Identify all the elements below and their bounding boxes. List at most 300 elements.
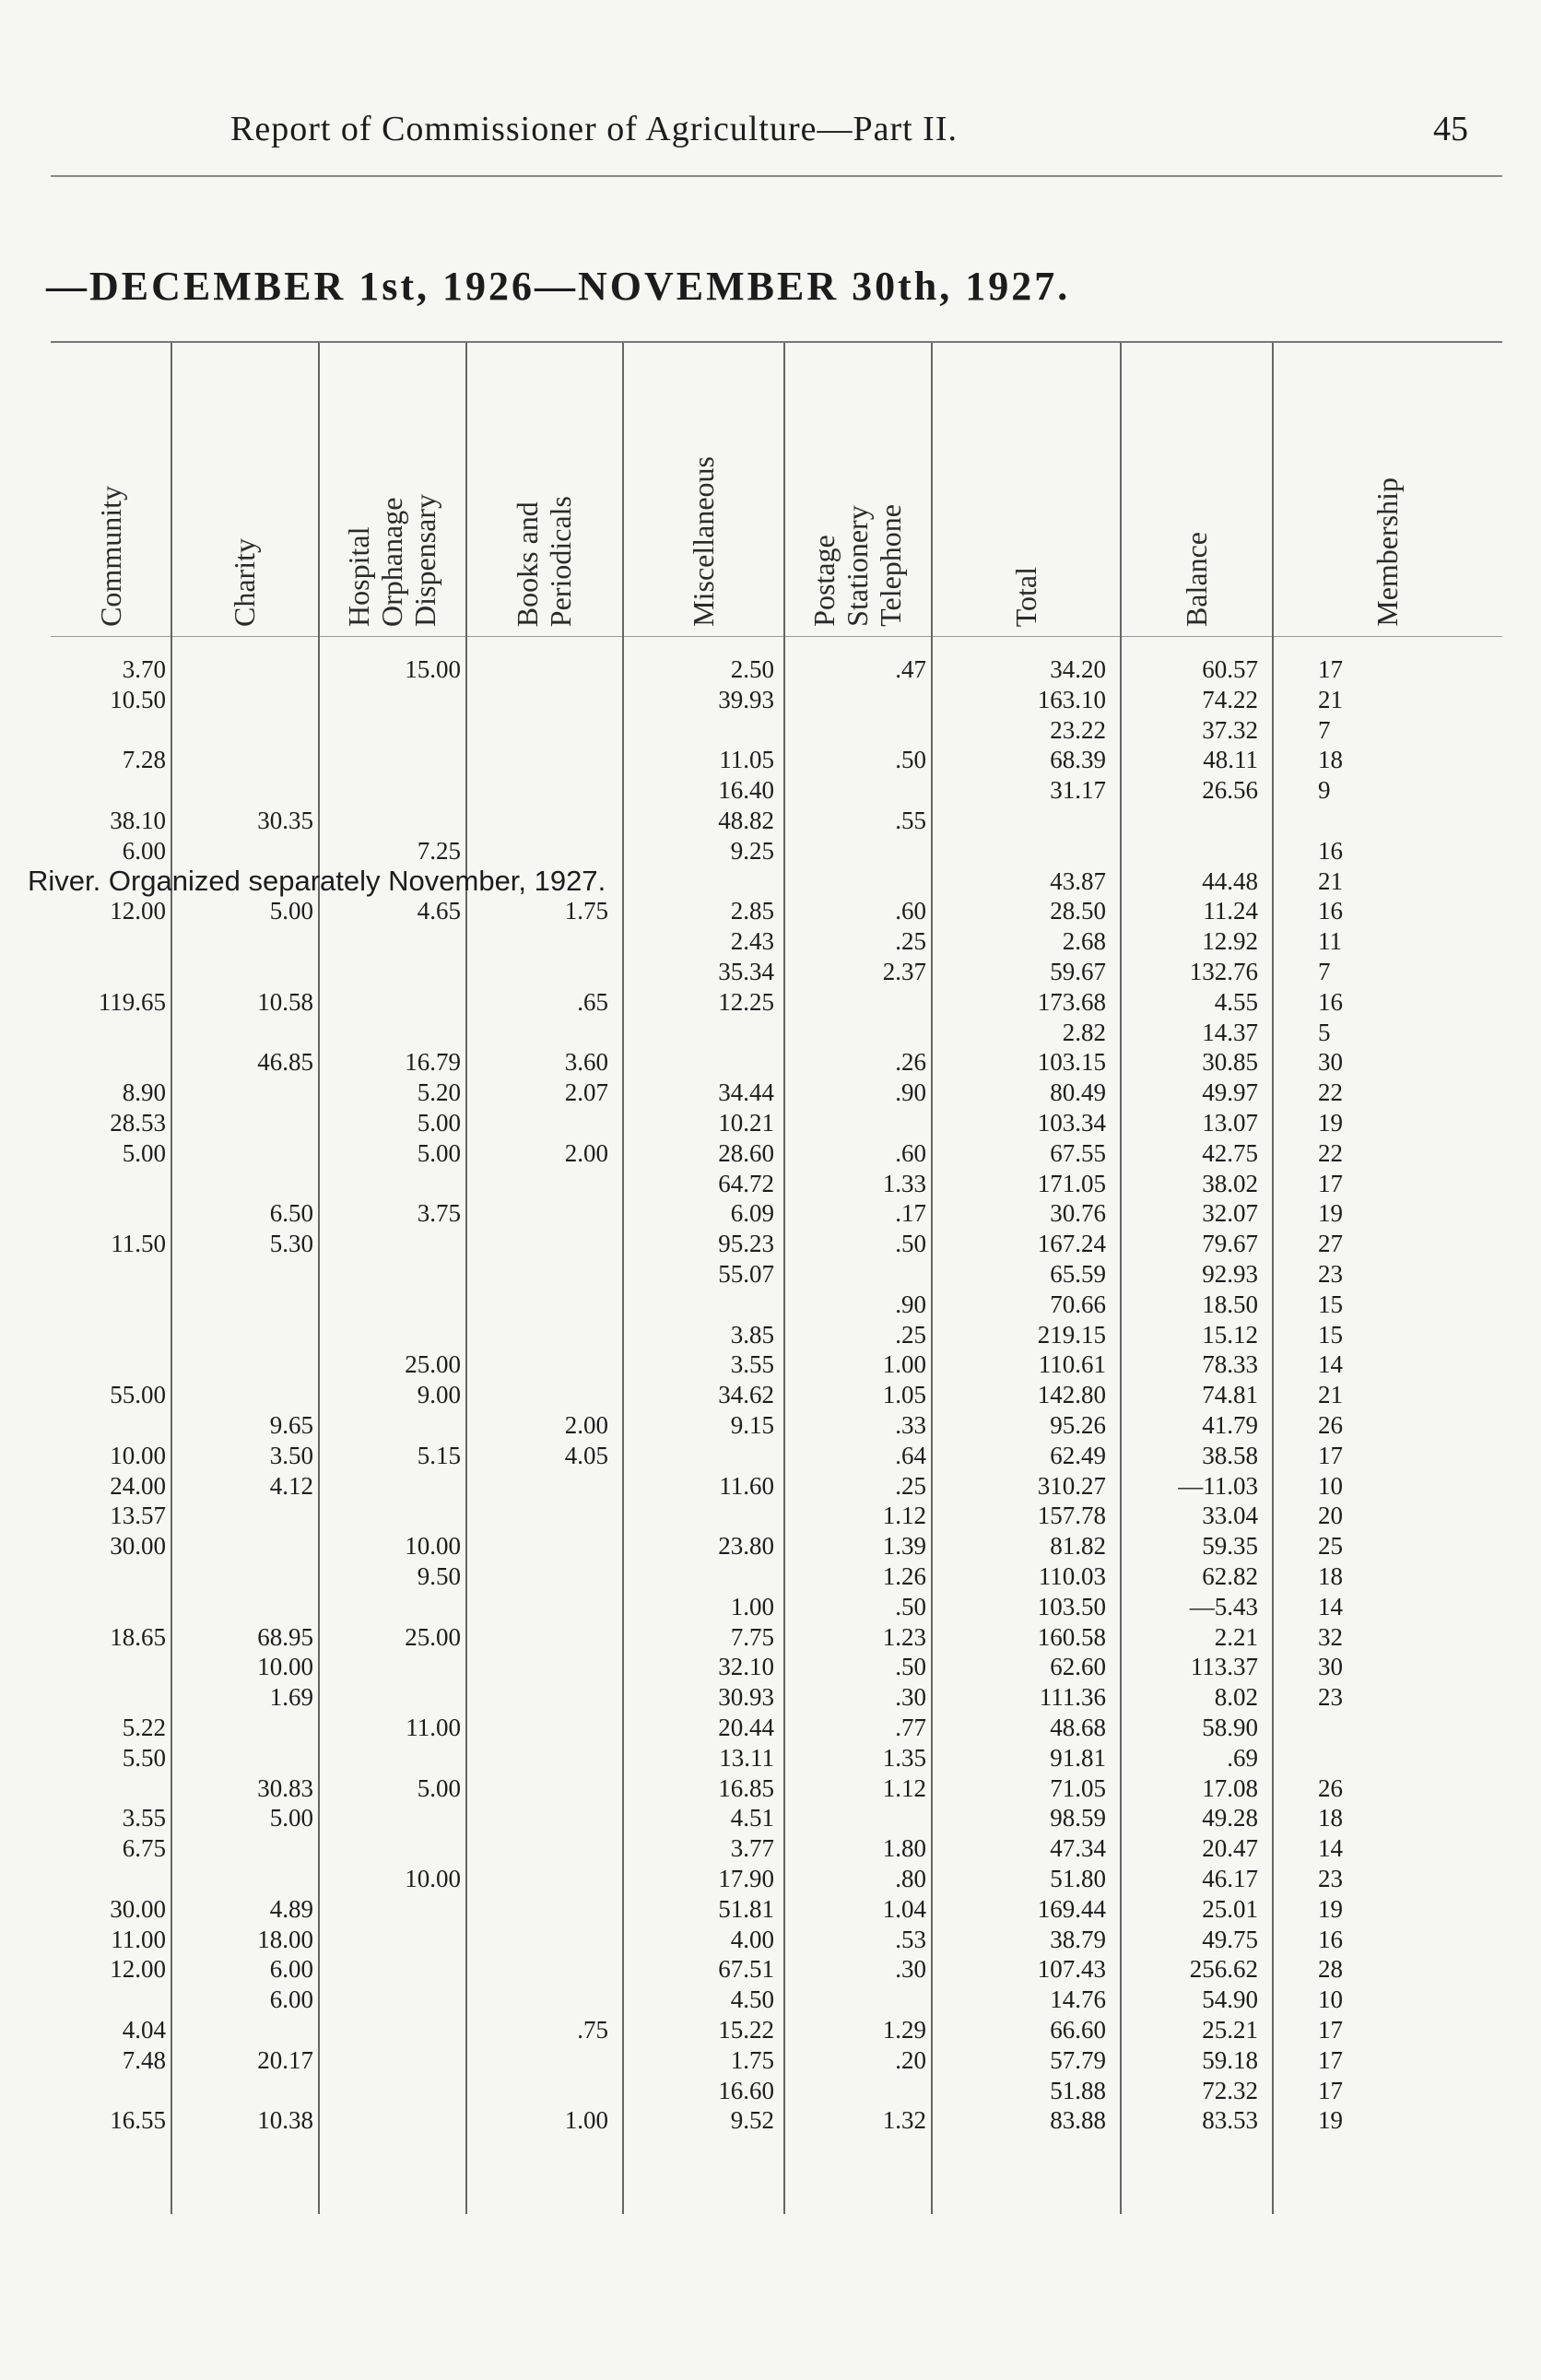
table-cell-total: 169.44 — [1037, 1895, 1106, 1923]
column-header-charity — [171, 350, 318, 627]
table-cell-misc: 35.34 — [718, 958, 774, 985]
table-cell-balance: 132.76 — [1189, 958, 1258, 985]
table-cell-books: 4.05 — [564, 1442, 608, 1469]
table-cell-balance: 49.28 — [1202, 1804, 1258, 1832]
table-cell-balance: 42.75 — [1202, 1139, 1258, 1167]
table-cell-total: 91.81 — [1050, 1744, 1106, 1772]
table-cell-books: 1.75 — [564, 897, 608, 925]
table-cell-community: 28.53 — [110, 1109, 166, 1137]
table-cell-postage: .47 — [895, 655, 926, 683]
table-cell-misc: 67.51 — [718, 1955, 774, 1983]
table-cell-membership: 25 — [1318, 1532, 1343, 1560]
table-cell-postage: 1.05 — [882, 1381, 926, 1408]
table-cell-misc: 10.21 — [718, 1109, 774, 1137]
table-cell-community: 30.00 — [110, 1895, 166, 1923]
table-cell-postage: 2.37 — [882, 958, 926, 985]
column-header-membership — [1272, 350, 1502, 627]
table-cell-membership: 19 — [1318, 2106, 1343, 2134]
column-header-books — [465, 350, 622, 627]
table-cell-community: 3.70 — [122, 655, 166, 683]
top-rule — [51, 175, 1502, 177]
table-cell-total: 111.36 — [1039, 1683, 1106, 1711]
table-cell-postage: .20 — [895, 2046, 926, 2074]
table-cell-hospital: 5.00 — [417, 1774, 461, 1802]
table-cell-postage: 1.35 — [882, 1744, 926, 1772]
table-cell-total: 167.24 — [1037, 1230, 1106, 1257]
table-cell-balance: 38.02 — [1202, 1170, 1258, 1197]
table-cell-balance: .69 — [1227, 1744, 1258, 1772]
table-cell-total: 171.05 — [1037, 1170, 1106, 1197]
table-cell-misc: 39.93 — [718, 686, 774, 713]
table-cell-membership: 17 — [1318, 1442, 1343, 1469]
table-cell-misc: 7.75 — [730, 1623, 774, 1651]
table-cell-charity: 30.35 — [257, 807, 313, 834]
table-cell-postage: 1.00 — [882, 1350, 926, 1378]
table-cell-balance: 37.32 — [1202, 716, 1258, 744]
table-cell-balance: 256.62 — [1189, 1955, 1258, 1983]
table-cell-misc: 9.15 — [730, 1411, 774, 1439]
table-cell-community: 11.00 — [111, 1926, 166, 1953]
table-cell-misc: 11.05 — [719, 746, 774, 773]
table-header-bottom-rule — [51, 636, 1502, 637]
table-cell-misc: 1.00 — [730, 1593, 774, 1620]
table-cell-hospital: 5.00 — [417, 1139, 461, 1167]
table-cell-postage: .90 — [895, 1290, 926, 1318]
table-cell-misc: 2.85 — [730, 897, 774, 925]
table-cell-misc: 16.40 — [718, 776, 774, 804]
table-cell-total: 23.22 — [1050, 716, 1106, 744]
table-cell-total: 67.55 — [1050, 1139, 1106, 1167]
table-cell-books: .65 — [577, 988, 608, 1016]
table-cell-community: 18.65 — [110, 1623, 166, 1651]
table-cell-membership: 9 — [1318, 776, 1331, 804]
table-cell-total: 219.15 — [1037, 1321, 1106, 1349]
table-cell-total: 65.59 — [1050, 1260, 1106, 1288]
table-cell-balance: 46.17 — [1202, 1865, 1258, 1892]
table-cell-misc: 9.25 — [730, 837, 774, 865]
table-cell-postage: .25 — [895, 1321, 926, 1349]
table-cell-postage: .53 — [895, 1926, 926, 1953]
table-cell-hospital: 5.00 — [417, 1109, 461, 1137]
column-header-label: Postage Stationery Telephone — [807, 504, 907, 627]
table-cell-total: 163.10 — [1037, 686, 1106, 713]
table-cell-community: 7.48 — [122, 2046, 166, 2074]
table-cell-total: 30.76 — [1050, 1199, 1106, 1227]
table-cell-balance: 14.37 — [1202, 1019, 1258, 1046]
table-header-top-rule — [51, 341, 1502, 343]
table-cell-postage: 1.33 — [882, 1170, 926, 1197]
table-cell-total: 107.43 — [1037, 1955, 1106, 1983]
table-cell-postage: .64 — [895, 1442, 926, 1469]
table-cell-misc: 12.25 — [718, 988, 774, 1016]
table-cell-postage: .17 — [895, 1199, 926, 1227]
table-cell-membership: 16 — [1318, 897, 1343, 925]
table-cell-charity: 5.00 — [269, 897, 313, 925]
table-cell-postage: .30 — [895, 1683, 926, 1711]
table-cell-charity: 30.83 — [257, 1774, 313, 1802]
table-cell-total: 95.26 — [1050, 1411, 1106, 1439]
table-cell-balance: 58.90 — [1202, 1714, 1258, 1741]
table-cell-balance: 13.07 — [1202, 1109, 1258, 1137]
table-cell-postage: .33 — [895, 1411, 926, 1439]
column-header-misc — [622, 350, 783, 627]
table-cell-total: 80.49 — [1050, 1078, 1106, 1106]
table-cell-balance: —11.03 — [1178, 1472, 1258, 1500]
table-cell-membership: 30 — [1318, 1653, 1343, 1680]
table-cell-community: 5.00 — [122, 1139, 166, 1167]
table-cell-balance: —5.43 — [1189, 1593, 1258, 1620]
table-cell-membership: 14 — [1318, 1593, 1343, 1620]
table-cell-postage: .50 — [895, 746, 926, 773]
organized-separately-note: River. Organized separately November, 1927. — [28, 865, 606, 897]
table-cell-postage: 1.39 — [882, 1532, 926, 1560]
table-cell-balance: 25.21 — [1202, 2016, 1258, 2044]
table-cell-charity: 5.30 — [269, 1230, 313, 1257]
table-cell-community: 16.55 — [110, 2106, 166, 2134]
table-cell-misc: 2.50 — [730, 655, 774, 683]
table-cell-membership: 18 — [1318, 1562, 1343, 1590]
table-cell-balance: 59.35 — [1202, 1532, 1258, 1560]
table-cell-community: 10.00 — [110, 1442, 166, 1469]
table-cell-membership: 22 — [1318, 1139, 1343, 1167]
table-cell-hospital: 7.25 — [417, 837, 461, 865]
table-cell-balance: 78.33 — [1202, 1350, 1258, 1378]
table-cell-hospital: 10.00 — [405, 1865, 461, 1892]
table-cell-balance: 38.58 — [1202, 1442, 1258, 1469]
table-cell-postage: .80 — [895, 1865, 926, 1892]
table-cell-membership: 26 — [1318, 1411, 1343, 1439]
table-cell-misc: 32.10 — [718, 1653, 774, 1680]
table-cell-membership: 17 — [1318, 2016, 1343, 2044]
table-cell-postage: .90 — [895, 1078, 926, 1106]
table-cell-membership: 23 — [1318, 1260, 1343, 1288]
table-cell-charity: 1.69 — [269, 1683, 313, 1711]
table-cell-total: 51.88 — [1050, 2077, 1106, 2104]
table-cell-misc: 34.44 — [718, 1078, 774, 1106]
column-header-community — [51, 350, 171, 627]
column-header-balance — [1120, 350, 1272, 627]
table-cell-community: 5.22 — [122, 1714, 166, 1741]
table-cell-total: 81.82 — [1050, 1532, 1106, 1560]
table-cell-balance: 83.53 — [1202, 2106, 1258, 2134]
table-cell-hospital: 3.75 — [417, 1199, 461, 1227]
table-cell-misc: 15.22 — [718, 2016, 774, 2044]
table-cell-total: 71.05 — [1050, 1774, 1106, 1802]
table-cell-total: 51.80 — [1050, 1865, 1106, 1892]
column-header-total — [931, 350, 1120, 627]
table-cell-community: 10.50 — [110, 686, 166, 713]
table-cell-total: 48.68 — [1050, 1714, 1106, 1741]
table-cell-community: 7.28 — [122, 746, 166, 773]
table-cell-misc: 48.82 — [718, 807, 774, 834]
table-cell-membership: 5 — [1318, 1019, 1331, 1046]
table-cell-misc: 55.07 — [718, 1260, 774, 1288]
table-cell-balance: 62.82 — [1202, 1562, 1258, 1590]
table-cell-hospital: 5.20 — [417, 1078, 461, 1106]
table-cell-postage: .25 — [895, 1472, 926, 1500]
table-cell-membership: 21 — [1318, 867, 1343, 895]
table-cell-membership: 15 — [1318, 1290, 1343, 1318]
table-cell-membership: 10 — [1318, 1472, 1343, 1500]
table-cell-misc: 51.81 — [718, 1895, 774, 1923]
table-cell-membership: 30 — [1318, 1048, 1343, 1076]
table-cell-charity: 5.00 — [269, 1804, 313, 1832]
table-cell-charity: 10.38 — [257, 2106, 313, 2134]
table-cell-hospital: 25.00 — [405, 1623, 461, 1651]
table-cell-postage: 1.12 — [882, 1502, 926, 1529]
table-cell-balance: 25.01 — [1202, 1895, 1258, 1923]
table-cell-total: 62.49 — [1050, 1442, 1106, 1469]
table-cell-community: 12.00 — [110, 897, 166, 925]
table-cell-total: 31.17 — [1050, 776, 1106, 804]
table-cell-hospital: 16.79 — [405, 1048, 461, 1076]
table-cell-membership: 18 — [1318, 746, 1343, 773]
table-cell-misc: 1.75 — [730, 2046, 774, 2074]
table-cell-balance: 33.04 — [1202, 1502, 1258, 1529]
table-cell-community: 119.65 — [98, 988, 166, 1016]
table-cell-misc: 17.90 — [718, 1865, 774, 1892]
table-cell-hospital: 10.00 — [405, 1532, 461, 1560]
table-cell-membership: 17 — [1318, 2046, 1343, 2074]
table-cell-membership: 17 — [1318, 2077, 1343, 2104]
table-cell-community: 12.00 — [110, 1955, 166, 1983]
column-header-label: Charity — [228, 538, 261, 627]
table-cell-total: 173.68 — [1037, 988, 1106, 1016]
table-cell-postage: .30 — [895, 1955, 926, 1983]
table-cell-misc: 3.85 — [730, 1321, 774, 1349]
table-cell-membership: 20 — [1318, 1502, 1343, 1529]
section-title: —DECEMBER 1st, 1926—NOVEMBER 30th, 1927. — [46, 264, 1071, 309]
table-cell-misc: 95.23 — [718, 1230, 774, 1257]
table-cell-charity: 18.00 — [257, 1926, 313, 1953]
table-cell-community: 8.90 — [122, 1078, 166, 1106]
table-cell-misc: 3.77 — [730, 1834, 774, 1862]
table-cell-charity: 4.89 — [269, 1895, 313, 1923]
table-cell-postage: .25 — [895, 927, 926, 955]
table-cell-postage: .50 — [895, 1230, 926, 1257]
table-cell-postage: .50 — [895, 1593, 926, 1620]
table-cell-balance: 30.85 — [1202, 1048, 1258, 1076]
table-cell-membership: 14 — [1318, 1834, 1343, 1862]
table-cell-hospital: 25.00 — [405, 1350, 461, 1378]
table-cell-misc: 4.50 — [730, 1985, 774, 2013]
table-cell-total: 62.60 — [1050, 1653, 1106, 1680]
table-cell-balance: 49.75 — [1202, 1926, 1258, 1953]
table-cell-total: 47.34 — [1050, 1834, 1106, 1862]
table-cell-membership: 21 — [1318, 686, 1343, 713]
column-header-label: Membership — [1370, 477, 1404, 627]
table-cell-postage: 1.26 — [882, 1562, 926, 1590]
table-cell-membership: 23 — [1318, 1683, 1343, 1711]
table-cell-balance: 74.22 — [1202, 686, 1258, 713]
table-cell-membership: 11 — [1318, 927, 1342, 955]
table-cell-balance: 11.24 — [1203, 897, 1258, 925]
table-cell-misc: 20.44 — [718, 1714, 774, 1741]
table-cell-total: 43.87 — [1050, 867, 1106, 895]
table-cell-balance: 8.02 — [1214, 1683, 1258, 1711]
column-header-postage — [783, 350, 931, 627]
table-cell-balance: 113.37 — [1190, 1653, 1258, 1680]
running-head: Report of Commissioner of Agriculture—Part II. — [230, 110, 958, 148]
column-header-label: Books and Periodicals — [511, 495, 577, 627]
table-cell-postage: 1.23 — [882, 1623, 926, 1651]
table-cell-balance: 41.79 — [1202, 1411, 1258, 1439]
table-cell-misc: 34.62 — [718, 1381, 774, 1408]
table-cell-misc: 6.09 — [730, 1199, 774, 1227]
table-cell-community: 30.00 — [110, 1532, 166, 1560]
table-cell-charity: 10.58 — [257, 988, 313, 1016]
table-cell-total: 70.66 — [1050, 1290, 1106, 1318]
table-cell-membership: 19 — [1318, 1199, 1343, 1227]
table-cell-balance: 48.11 — [1203, 746, 1258, 773]
table-cell-membership: 21 — [1318, 1381, 1343, 1408]
table-cell-hospital: 5.15 — [417, 1442, 461, 1469]
column-header-label: Total — [1008, 566, 1042, 627]
table-cell-membership: 10 — [1318, 1985, 1343, 2013]
table-cell-total: 103.50 — [1037, 1593, 1106, 1620]
table-cell-books: 1.00 — [564, 2106, 608, 2134]
table-cell-books: 3.60 — [564, 1048, 608, 1076]
table-cell-misc: 16.60 — [718, 2077, 774, 2104]
table-cell-balance: 2.21 — [1214, 1623, 1258, 1651]
table-cell-total: 28.50 — [1050, 897, 1106, 925]
column-header-label: Miscellaneous — [686, 456, 720, 627]
table-cell-community: 6.75 — [122, 1834, 166, 1862]
table-cell-membership: 28 — [1318, 1955, 1343, 1983]
table-cell-hospital: 9.50 — [417, 1562, 461, 1590]
table-cell-postage: 1.80 — [882, 1834, 926, 1862]
table-cell-membership: 17 — [1318, 655, 1343, 683]
table-cell-misc: 4.00 — [730, 1926, 774, 1953]
table-cell-hospital: 4.65 — [417, 897, 461, 925]
table-cell-balance: 18.50 — [1202, 1290, 1258, 1318]
table-cell-balance: 54.90 — [1202, 1985, 1258, 2013]
table-cell-balance: 59.18 — [1202, 2046, 1258, 2074]
table-cell-community: 4.04 — [122, 2016, 166, 2044]
table-cell-balance: 79.67 — [1202, 1230, 1258, 1257]
table-cell-total: 2.68 — [1062, 927, 1106, 955]
table-cell-total: 14.76 — [1050, 1985, 1106, 2013]
table-cell-community: 38.10 — [110, 807, 166, 834]
table-cell-postage: .26 — [895, 1048, 926, 1076]
table-cell-balance: 26.56 — [1202, 776, 1258, 804]
table-cell-total: 103.34 — [1037, 1109, 1106, 1137]
table-cell-total: 68.39 — [1050, 746, 1106, 773]
table-cell-balance: 4.55 — [1214, 988, 1258, 1016]
table-cell-balance: 12.92 — [1202, 927, 1258, 955]
table-cell-hospital: 15.00 — [405, 655, 461, 683]
table-cell-charity: 68.95 — [257, 1623, 313, 1651]
table-cell-books: .75 — [577, 2016, 608, 2044]
table-cell-total: 110.61 — [1038, 1350, 1106, 1378]
table-cell-total: 98.59 — [1050, 1804, 1106, 1832]
table-cell-total: 38.79 — [1050, 1926, 1106, 1953]
table-cell-balance: 44.48 — [1202, 867, 1258, 895]
table-cell-misc: 2.43 — [730, 927, 774, 955]
table-cell-charity: 3.50 — [269, 1442, 313, 1469]
table-cell-membership: 7 — [1318, 716, 1331, 744]
table-cell-total: 160.58 — [1037, 1623, 1106, 1651]
table-cell-balance: 74.81 — [1202, 1381, 1258, 1408]
table-cell-total: 2.82 — [1062, 1019, 1106, 1046]
table-cell-misc: 4.51 — [730, 1804, 774, 1832]
table-cell-charity: 46.85 — [257, 1048, 313, 1076]
table-cell-misc: 13.11 — [719, 1744, 774, 1772]
table-cell-postage: .77 — [895, 1714, 926, 1741]
table-cell-membership: 23 — [1318, 1865, 1343, 1892]
table-cell-charity: 20.17 — [257, 2046, 313, 2074]
table-cell-total: 103.15 — [1037, 1048, 1106, 1076]
table-cell-charity: 10.00 — [257, 1653, 313, 1680]
table-cell-misc: 9.52 — [730, 2106, 774, 2134]
table-cell-postage: 1.12 — [882, 1774, 926, 1802]
table-cell-total: 59.67 — [1050, 958, 1106, 985]
table-cell-balance: 49.97 — [1202, 1078, 1258, 1106]
column-header-label: Community — [94, 486, 127, 627]
table-cell-balance: 15.12 — [1202, 1321, 1258, 1349]
table-cell-books: 2.00 — [564, 1411, 608, 1439]
table-cell-community: 3.55 — [122, 1804, 166, 1832]
table-cell-total: 57.79 — [1050, 2046, 1106, 2074]
table-cell-charity: 4.12 — [269, 1472, 313, 1500]
table-cell-postage: 1.29 — [882, 2016, 926, 2044]
table-cell-membership: 14 — [1318, 1350, 1343, 1378]
table-cell-membership: 19 — [1318, 1109, 1343, 1137]
table-cell-misc: 28.60 — [718, 1139, 774, 1167]
table-cell-balance: 20.47 — [1202, 1834, 1258, 1862]
table-cell-total: 142.80 — [1037, 1381, 1106, 1408]
table-cell-postage: .55 — [895, 807, 926, 834]
table-cell-misc: 23.80 — [718, 1532, 774, 1560]
table-cell-balance: 72.32 — [1202, 2077, 1258, 2104]
table-cell-postage: .60 — [895, 897, 926, 925]
table-cell-balance: 60.57 — [1202, 655, 1258, 683]
table-cell-total: 310.27 — [1037, 1472, 1106, 1500]
table-cell-total: 83.88 — [1050, 2106, 1106, 2134]
table-cell-membership: 16 — [1318, 1926, 1343, 1953]
table-cell-community: 11.50 — [111, 1230, 166, 1257]
table-cell-postage: .50 — [895, 1653, 926, 1680]
table-cell-community: 6.00 — [122, 837, 166, 865]
column-header-label: Balance — [1179, 531, 1213, 627]
table-cell-balance: 92.93 — [1202, 1260, 1258, 1288]
table-cell-community: 5.50 — [122, 1744, 166, 1772]
table-cell-misc: 64.72 — [718, 1170, 774, 1197]
table-cell-misc: 3.55 — [730, 1350, 774, 1378]
table-cell-membership: 17 — [1318, 1170, 1343, 1197]
table-cell-postage: 1.32 — [882, 2106, 926, 2134]
table-cell-books: 2.00 — [564, 1139, 608, 1167]
table-cell-community: 24.00 — [110, 1472, 166, 1500]
table-cell-total: 157.78 — [1037, 1502, 1106, 1529]
table-cell-membership: 18 — [1318, 1804, 1343, 1832]
table-cell-membership: 7 — [1318, 958, 1331, 985]
table-cell-balance: 32.07 — [1202, 1199, 1258, 1227]
table-cell-hospital: 11.00 — [406, 1714, 461, 1741]
table-cell-total: 34.20 — [1050, 655, 1106, 683]
table-cell-total: 110.03 — [1038, 1562, 1106, 1590]
table-cell-charity: 6.00 — [269, 1985, 313, 2013]
column-header-hospital — [318, 350, 465, 627]
table-cell-misc: 30.93 — [718, 1683, 774, 1711]
table-cell-hospital: 9.00 — [417, 1381, 461, 1408]
table-cell-community: 55.00 — [110, 1381, 166, 1408]
table-cell-charity: 9.65 — [269, 1411, 313, 1439]
table-cell-charity: 6.00 — [269, 1955, 313, 1983]
table-cell-membership: 15 — [1318, 1321, 1343, 1349]
table-cell-membership: 16 — [1318, 988, 1343, 1016]
table-cell-membership: 19 — [1318, 1895, 1343, 1923]
